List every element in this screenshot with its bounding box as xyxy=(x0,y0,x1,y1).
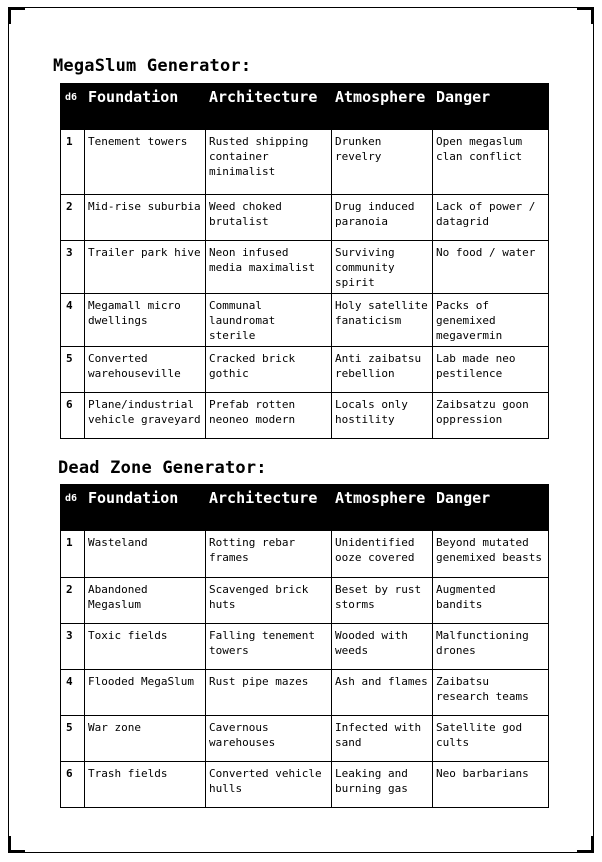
table-row xyxy=(61,294,549,347)
table-cell-architecture: Neon infused media maximalist xyxy=(206,241,332,294)
table-cell-foundation: Trash fields xyxy=(85,762,206,808)
roll-number: 6 xyxy=(61,393,85,439)
megaslum-title: MegaSlum Generator: xyxy=(53,56,252,76)
table-cell-danger: Open megaslum clan conflict xyxy=(433,130,549,195)
roll-number: 6 xyxy=(61,762,85,808)
table-cell-atmosphere: Locals only hostility xyxy=(332,393,433,439)
table-cell-foundation: Wasteland xyxy=(85,531,206,578)
table-cell-architecture: Scavenged brick huts xyxy=(206,578,332,624)
table-cell-foundation: Megamall micro dwellings xyxy=(85,294,206,347)
table-cell-danger: Lab made neo pestilence xyxy=(433,347,549,393)
table-cell-danger: Lack of power / datagrid xyxy=(433,195,549,241)
column-header-atmosphere: Atmosphere xyxy=(332,485,433,531)
table-cell-atmosphere: Unidentified ooze covered xyxy=(332,531,433,578)
table-cell-architecture: Falling tenement towers xyxy=(206,624,332,670)
table-cell-foundation: Abandoned Megaslum xyxy=(85,578,206,624)
table-row xyxy=(61,130,549,195)
table-cell-foundation: Toxic fields xyxy=(85,624,206,670)
column-header-atmosphere: Atmosphere xyxy=(332,84,433,130)
table-row xyxy=(61,241,549,294)
table-cell-danger: Neo barbarians xyxy=(433,762,549,808)
table-cell-danger: Packs of genemixed megavermin xyxy=(433,294,549,347)
table-cell-foundation: Converted warehouseville xyxy=(85,347,206,393)
table-header-row xyxy=(61,485,549,531)
table-cell-danger: Zaibsatzu goon oppression xyxy=(433,393,549,439)
table-cell-foundation: Plane/industrial vehicle graveyard xyxy=(85,393,206,439)
table-cell-atmosphere: Anti zaibatsu rebellion xyxy=(332,347,433,393)
roll-number: 4 xyxy=(61,294,85,347)
table-cell-foundation: Trailer park hive xyxy=(85,241,206,294)
column-header-architecture: Architecture xyxy=(206,485,332,531)
table-cell-foundation: Tenement towers xyxy=(85,130,206,195)
roll-number: 1 xyxy=(61,531,85,578)
table-cell-danger: Malfunctioning drones xyxy=(433,624,549,670)
table-cell-atmosphere: Surviving community spirit xyxy=(332,241,433,294)
frame-corner xyxy=(577,8,593,24)
column-header-architecture: Architecture xyxy=(206,84,332,130)
table-row xyxy=(61,716,549,762)
dead-zone-table xyxy=(60,484,549,808)
column-header-foundation: Foundation xyxy=(85,485,206,531)
column-header-foundation: Foundation xyxy=(85,84,206,130)
table-cell-foundation: Flooded MegaSlum xyxy=(85,670,206,716)
table-cell-foundation: War zone xyxy=(85,716,206,762)
table-cell-danger: No food / water xyxy=(433,241,549,294)
roll-number: 5 xyxy=(61,716,85,762)
table-row xyxy=(61,578,549,624)
table-cell-atmosphere: Leaking and burning gas xyxy=(332,762,433,808)
table-cell-danger: Zaibatsu research teams xyxy=(433,670,549,716)
table-cell-atmosphere: Infected with sand xyxy=(332,716,433,762)
table-cell-danger: Beyond mutated genemixed beasts xyxy=(433,531,549,578)
roll-number: 1 xyxy=(61,130,85,195)
table-cell-architecture: Rotting rebar frames xyxy=(206,531,332,578)
table-cell-atmosphere: Holy satellite fanaticism xyxy=(332,294,433,347)
roll-number: 3 xyxy=(61,241,85,294)
roll-number: 3 xyxy=(61,624,85,670)
table-cell-architecture: Cracked brick gothic xyxy=(206,347,332,393)
table-cell-atmosphere: Wooded with weeds xyxy=(332,624,433,670)
column-header-d6: d6 xyxy=(61,485,85,531)
table-cell-danger: Satellite god cults xyxy=(433,716,549,762)
column-header-danger: Danger xyxy=(433,84,549,130)
table-cell-architecture: Communal laundromat sterile xyxy=(206,294,332,347)
table-row xyxy=(61,624,549,670)
table-cell-foundation: Mid-rise suburbia xyxy=(85,195,206,241)
table-cell-architecture: Rust pipe mazes xyxy=(206,670,332,716)
table-cell-architecture: Prefab rotten neoneo modern xyxy=(206,393,332,439)
frame-corner xyxy=(9,8,25,24)
table-row xyxy=(61,762,549,808)
table-row xyxy=(61,195,549,241)
column-header-d6: d6 xyxy=(61,84,85,130)
table-cell-atmosphere: Drug induced paranoia xyxy=(332,195,433,241)
dead-zone-title: Dead Zone Generator: xyxy=(58,458,267,478)
table-cell-danger: Augmented bandits xyxy=(433,578,549,624)
table-row xyxy=(61,531,549,578)
table-row xyxy=(61,670,549,716)
roll-number: 4 xyxy=(61,670,85,716)
table-cell-architecture: Weed choked brutalist xyxy=(206,195,332,241)
table-cell-architecture: Rusted shipping container minimalist xyxy=(206,130,332,195)
frame-corner xyxy=(9,836,25,852)
roll-number: 2 xyxy=(61,195,85,241)
table-cell-architecture: Converted vehicle hulls xyxy=(206,762,332,808)
column-header-danger: Danger xyxy=(433,485,549,531)
table-row xyxy=(61,393,549,439)
table-cell-atmosphere: Beset by rust storms xyxy=(332,578,433,624)
table-cell-atmosphere: Ash and flames xyxy=(332,670,433,716)
frame-corner xyxy=(577,836,593,852)
table-cell-atmosphere: Drunken revelry xyxy=(332,130,433,195)
table-cell-architecture: Cavernous warehouses xyxy=(206,716,332,762)
table-header-row xyxy=(61,84,549,130)
table-row xyxy=(61,347,549,393)
megaslum-table xyxy=(60,83,549,439)
roll-number: 2 xyxy=(61,578,85,624)
roll-number: 5 xyxy=(61,347,85,393)
